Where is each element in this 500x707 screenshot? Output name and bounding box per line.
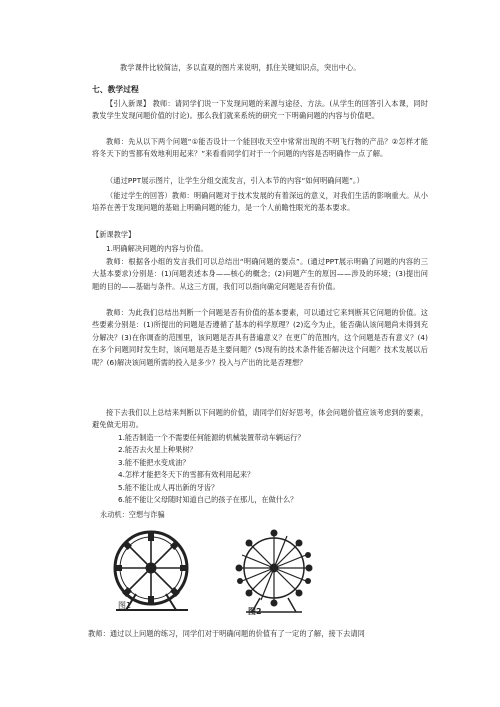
paragraph-problem-essentials: 教师：根据各小组的发言我们可以总结出“明确问题的要点”。(通过PPT展示明确了问题的内容的三大基本要求)分别是：(1)问题表述本身——核心的概念；(2)问题产生的原因——涉及的环境；(3)提出问题的目的——基础与条件。从这三方面，我们可以指向确定问题是否有价值。 <box>92 257 428 291</box>
paragraph-point-1: 1.明确解决问题的内容与价值。 <box>106 244 208 253</box>
paragraph-value-factors: 教师：为此我们总结出判断一个问题是否有价值的基本要素，可以通过它来判断其它问题的价值。这些要素分别是：(1)所提出的问题是否遵循了基本的科学原理？(2)迄今为止，能否确认该问题尚未得到充分解决？(3)在你调查的范围里，该问题是否具有普遍意义？在更广的范围内，这个问题是否有意义？(4)在多个问题同时发生时，该问题是否是主要问题？(5)现有的技术条件能否解决这个问题？技术发展以后呢？(6)解决该问题所需的投入是多少？投入与产出的比是否理想？ <box>92 308 428 367</box>
rolling-ball-wheel-illustration <box>212 528 332 616</box>
list-item: 6.能不能让父母随时知道自己的孩子在那儿，在做什么？ <box>118 495 298 505</box>
list-item: 3.能不能把水变成油？ <box>118 457 190 467</box>
list-item: 2.能否去火星上种果树？ <box>118 445 197 455</box>
paragraph-intro-new-lesson: 【引入新课】 教师：请同学们说一下发现问题的来源与途径、方法。(从学生的回答引入本课，同时教发学生发现问题价值的讨论)。那么我们就来系统的研究一下明确问题的内容与价值吧。 <box>92 99 428 121</box>
figure-2-label: 图2 <box>248 607 262 616</box>
section-heading: 七、教学过程 <box>92 85 139 94</box>
figure-caption: 永动机：空想与诈骗 <box>100 510 165 519</box>
list-item: 5.能不能让成人再出新的牙齿？ <box>118 482 219 492</box>
list-item: 1.能否制造一个不需要任何能源的机械装置带动车辆运行？ <box>118 433 305 442</box>
paragraph-judge-questions: 接下去我们以上总结来判断以下问题的价值，请同学们好好思考，体会问题价值应该考虑到的要素，避免做无用功。 <box>92 408 428 430</box>
list-item: 4.怎样才能把冬天下的雪都有效利用起来？ <box>118 470 255 480</box>
new-lesson-tag: 【新课教学】 <box>92 230 136 239</box>
figure-1-label: 图1 <box>118 601 132 610</box>
intro-line: 教学课件比较简洁，多以直观的图片来说明，抓住关键知识点，突出中心。 <box>120 63 361 72</box>
question-list <box>118 432 418 506</box>
paragraph-two-questions: 教师：先从以下两个问题“①能否设计一个能回收天空中常常出现的不明飞行物的产品？②怎样才能将冬天下的雪都有效地利用起来？”来看看同学们对于一个问题的内容是否明确作一点了解。 <box>92 137 428 159</box>
paragraph-student-answer: （能过学生的回答）教师：明确问题对于技术发展的有着深远的意义，对我们生活的影响重大。从小培养在善于发现问题的基础上明确问题的能力，是一个人前瞻性眼光的基本要求。 <box>92 191 428 213</box>
perpetual-motion-figures <box>96 528 356 616</box>
paragraph-ppt-display: （通过PPT展示图片，让学生分组交流发言，引入本节的内容“如何明确问题”。） <box>106 176 364 185</box>
closing-paragraph: 教师：通过以上问题的练习，同学们对于明确问题的价值有了一定的了解，接下去请同 <box>88 629 365 638</box>
overbalanced-wheel-illustration <box>96 528 206 616</box>
